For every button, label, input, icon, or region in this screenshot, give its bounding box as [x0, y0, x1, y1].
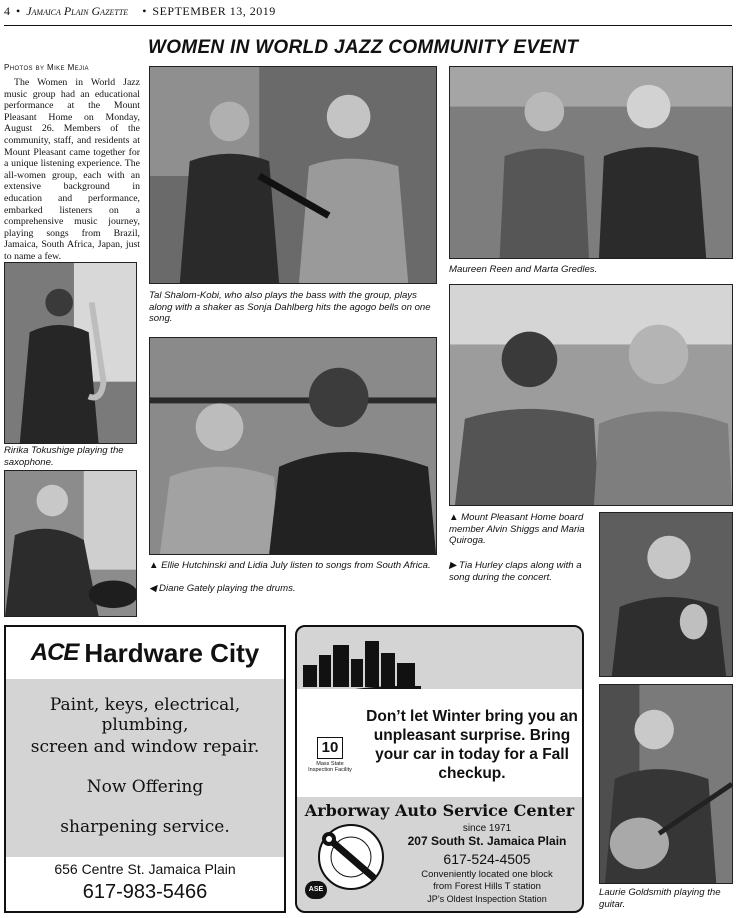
- article-headline: WOMEN IN WORLD JAZZ COMMUNITY EVENT: [148, 37, 579, 58]
- wrench-seal-icon: [315, 821, 387, 893]
- auto-message: Don’t let Winter bring you an unpleasant surprise. Bring your car in today for a Fall checkup.: [366, 708, 578, 782]
- auto-location-1: Conveniently located one block: [421, 869, 553, 880]
- issue-date: SEPTEMBER 13, 2019: [152, 4, 276, 18]
- inspection-badge: [305, 737, 355, 773]
- ace-service-line-2: screen and window repair.: [30, 737, 260, 757]
- ase-badge: ASE: [305, 881, 327, 899]
- caption-saxophone: Ririka Tokushige playing the saxophone.: [4, 445, 124, 468]
- caption-laurie: Laurie Goldsmith playing the guitar.: [599, 887, 721, 910]
- photo-maureen-marta: [449, 66, 733, 259]
- caption-maureen: Maureen Reen and Marta Gredles.: [449, 264, 598, 275]
- ace-phone: 617-983-5466: [82, 881, 208, 903]
- header-bullet-2: •: [142, 4, 147, 18]
- auto-business-name: Arborway Auto Service Center: [304, 801, 575, 820]
- header-bullet: •: [16, 4, 21, 18]
- ace-service-line-4: sharpening service.: [60, 817, 230, 837]
- article-body: The Women in World Jazz music group had an educational performance at the Mount Pleasant Home on Monday, August 26. Members of the community, staff, and residents at Mount Pleasant came together for a unique listening experience. The all-women group, each with an extensive background in education and performance, embarked listeners on a comprehensive music journey, playing songs from Brazil, Jamaica, South Africa, Japan, just to name a few.: [4, 77, 140, 262]
- caption-alvin: ▲ Mount Pleasant Home board member Alvin Shiggs and Maria Quiroga.: [449, 512, 585, 546]
- ace-logo: ACE: [30, 639, 79, 666]
- ad-arborway-auto[interactable]: [295, 625, 584, 913]
- photo-saxophone-player: [4, 262, 137, 444]
- photo-tia-hurley: [599, 512, 733, 677]
- auto-phone: 617-524-4505: [443, 851, 531, 867]
- page-number: 4: [4, 4, 10, 18]
- photo-shaker-agogo: [149, 66, 437, 284]
- auto-address: 207 South St. Jamaica Plain: [407, 834, 567, 848]
- auto-since: since 1971: [462, 823, 512, 834]
- photo-byline: Photos by Mike Mejia: [4, 63, 89, 72]
- publication-name: Jamaica Plain Gazette: [26, 4, 129, 18]
- ace-services-panel: [6, 679, 284, 857]
- photo-laurie-guitar: [599, 684, 733, 884]
- inspection-label: Mass State Inspection Facility: [308, 761, 352, 773]
- caption-shaker: Tal Shalom-Kobi, who also plays the bass with the group, plays along with a shaker as Sonja Dahlberg hits the agogo bells on one song.: [149, 290, 431, 324]
- ace-store-name: Hardware City: [84, 637, 260, 668]
- ace-service-line-1: Paint, keys, electrical, plumbing,: [49, 695, 241, 735]
- ace-service-line-3: Now Offering: [86, 777, 204, 797]
- inspection-number: 10: [317, 737, 343, 759]
- caption-diane: ◀ Diane Gately playing the drums.: [149, 583, 296, 594]
- auto-location-2: from Forest Hills T station: [433, 881, 541, 892]
- ad-ace-hardware[interactable]: [4, 625, 286, 913]
- caption-ellie: ▲ Ellie Hutchinski and Lidia July listen to songs from South Africa.: [149, 560, 431, 571]
- photo-ellie-lidia: [149, 337, 437, 555]
- photo-drummer: [4, 470, 137, 617]
- auto-tagline: JP’s Oldest Inspection Station: [427, 894, 547, 904]
- photo-alvin-maria: [449, 284, 733, 506]
- caption-tia: ▶ Tia Hurley claps along with a song during the concert.: [449, 560, 582, 583]
- ace-address: 656 Centre St. Jamaica Plain: [54, 861, 236, 877]
- page-header: [4, 4, 732, 26]
- ace-header: [6, 627, 284, 679]
